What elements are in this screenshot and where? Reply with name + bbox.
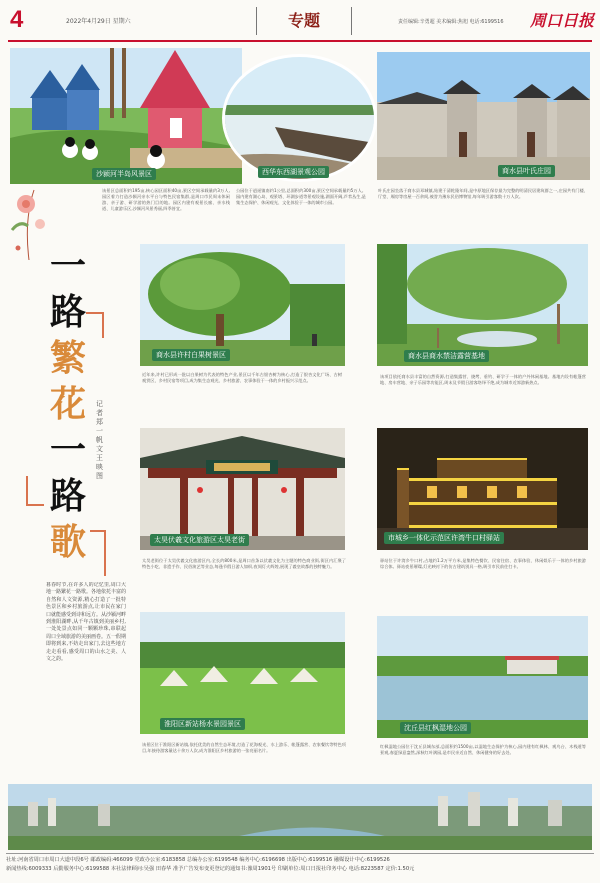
caption-niukou: 市城乡一体化示范区许湾牛口村驿站 bbox=[384, 532, 504, 544]
column-title: 专题 bbox=[256, 7, 352, 35]
text-laozi: 太昊老街位于太昊伏羲文化旅游区内,全长约800米,是周口首条以伏羲文化为主题的特色商业街,街区内汇聚了特色小吃、非遗手作、民俗演艺等业态,每逢节假日游人如织,夜间灯火辉煌,展现了羲皇故都的独特魅力。 bbox=[142, 558, 346, 569]
header-rule bbox=[8, 40, 592, 42]
caption-hongmu: 沈丘县红枫湿地公园 bbox=[400, 722, 471, 734]
text-baiguo: 近年来,许村已形成一批以白果树为代表的特色产业,景区以千年古银杏树为核心,打造了银杏文化广场、古树观赏区、乡村民宿等项目,成为集生态观光、乡村旅游、农事体验于一体的乡村振兴示范点。 bbox=[142, 372, 342, 383]
byline: 记者 郑一帆 文 王映图 bbox=[96, 400, 103, 480]
headline-char: 繁 bbox=[49, 337, 86, 379]
caption-jinpu: 商水县商水禁洁露营基地 bbox=[404, 350, 489, 362]
headline-char: 路 bbox=[49, 291, 86, 333]
xihua-illustration bbox=[225, 57, 375, 179]
caption-yejia: 商水县叶氏庄园 bbox=[498, 165, 555, 177]
text-xinbo: 该景区位于淮阳区新站镇,依托优美的自然生态环境,打造了花海观光、水上游乐、帐篷露营、农家餐饮等特色项目,年接待游客量达十余万人次,成为淮阳区乡村旅游的一张亮丽名片。 bbox=[142, 742, 346, 753]
headline-char: 一 bbox=[49, 245, 86, 287]
photo-shaying bbox=[10, 48, 242, 184]
footer-line-1: 社址:河南省周口市周口大道中段6号 邮政编码:466099 党政办公室:6183858 总编办公室:6199548 编务中心:6196698 出版中心:6199516 融媒设计中心:6199526 bbox=[6, 857, 390, 863]
photo-xinbo bbox=[140, 612, 345, 734]
editor-credits: 责任编辑:辛勇超 美术编辑:焦旭 电话:6199516 bbox=[398, 19, 504, 25]
hongmu-illustration bbox=[377, 616, 588, 738]
baiguo-illustration bbox=[140, 244, 345, 366]
caption-xinbo: 淮阳区新站杨水景园景区 bbox=[160, 718, 245, 730]
text-xihua: 公园位于逍遥镇南约1公里,总面积约300亩,景区空间承载量约5万人。园内建有湖心岛、观景塔、环湖步道等景观设施,湖面开阔,芦苇丛生,是集生态保护、休闲观光、文化体验于一体的城市公园。 bbox=[236, 188, 366, 205]
headline-char: 路 bbox=[49, 475, 86, 517]
photo-laozi bbox=[140, 428, 345, 550]
text-yejia: 叶氏庄园坐落于商水县邓城镇,始建于清乾隆年间,是中原地区保存最为完整的明清民居建筑群之一,庄园共有门楼、厅堂、厢房等房屋一百余间,被誉为豫东民俗博物馆,每年吸引游客数十万人次。 bbox=[378, 188, 588, 199]
text-niukou: 驿站位于许湾乡牛口村,占地约1.2万平方米,是集特色餐饮、民宿住宿、农事体验、休闲娱乐于一体的乡村旅游综合体。驿站夜景璀璨,灯光映衬下的仿古建筑别具一格,吸引市民前往打卡。 bbox=[380, 558, 586, 569]
photo-hongmu bbox=[377, 616, 588, 738]
page-header bbox=[0, 0, 600, 44]
city-panorama-illustration bbox=[8, 784, 592, 850]
caption-laozi: 太昊伏羲文化旅游区太昊老街 bbox=[150, 534, 249, 546]
text-jinpu: 该项目依托商水县丰富的自然资源,打造集露营、烧烤、垂钓、研学于一体的户外休闲基地。基地内设有帐篷营地、房车营地、亲子乐园等功能区,周末及节假日游客络绎不绝,成为城市近郊游新热点。 bbox=[380, 374, 586, 385]
yejia-illustration bbox=[377, 52, 590, 180]
page-number: 4 bbox=[10, 6, 24, 33]
headline-char: 歌 bbox=[49, 521, 86, 563]
headline-bracket bbox=[104, 530, 106, 576]
photo-jinpu bbox=[377, 244, 588, 366]
shaying-illustration bbox=[10, 48, 242, 184]
photo-baiguo bbox=[140, 244, 345, 366]
footer-line-2: 新闻热线:6009333 后勤服务中心:6199588 本社法律顾问:吴强 田春华 准予广告发布变更登记的通知书:豫周1901号 印刷单位:周口日报社印务中心 电话:8223587 定价:1.50元 bbox=[6, 866, 415, 872]
text-shaying: 该景区总面积约195亩,核心园区面积40亩,景区空间承载量约3万人,园区着力打造沙颍河亲水平台与特色民宿集群,是周口市民周末休闲游、亲子游、研学游的热门目的地。园区内建有观景长廊、亲水栈道、儿童游乐区,沙颍河风景秀丽,四季皆宜。 bbox=[102, 188, 230, 211]
issue-date: 2022年4月29日 星期六 bbox=[66, 18, 131, 25]
headline-char: 一 bbox=[49, 429, 86, 471]
jinpu-illustration bbox=[377, 244, 588, 366]
laozi-illustration bbox=[140, 428, 345, 550]
caption-shaying: 沙颍河半岛风景区 bbox=[92, 168, 156, 180]
headline-bracket bbox=[26, 476, 28, 506]
photo-xihua bbox=[222, 54, 377, 182]
headline-char: 花 bbox=[49, 383, 86, 425]
newspaper-logo: 周口日报 bbox=[530, 11, 595, 30]
headline bbox=[38, 243, 98, 565]
text-hongmu: 红枫湿地公园位于沈丘县城东部,总面积约1500亩,以湿地生态保护为核心,园内建有红枫林、观鸟台、木栈道等景观,春夏绿意盎然,深秋红叶满园,是市民亲近自然、休闲健身的好去处。 bbox=[380, 744, 586, 755]
photo-city-panorama bbox=[8, 784, 592, 850]
headline-bracket bbox=[26, 504, 44, 506]
xinbo-illustration bbox=[140, 612, 345, 734]
photo-yejia bbox=[377, 52, 590, 180]
headline-bracket bbox=[102, 312, 104, 338]
intro-text: 暮春时节,在许多人的记忆里,周口大地一路繁花一路歌。各地依托丰富的自然和人文资源,精心打造了一批特色景区和乡村旅游点,让市民在家门口就能感受到诗和远方。从沙颍河畔到淮阳湖畔,从千年古镇到美丽乡村,一处处景点如同一颗颗珍珠,串联起周口全域旅游的美丽画卷。五一假期即将到来,不妨走出家门,去这些地方走走看看,感受周口的山水之美、人文之韵。 bbox=[46, 582, 126, 663]
page-footer bbox=[6, 853, 594, 874]
caption-baiguo: 商水县许村白果树景区 bbox=[152, 349, 230, 361]
caption-xihua: 西华东西湖景观公园 bbox=[258, 166, 329, 178]
